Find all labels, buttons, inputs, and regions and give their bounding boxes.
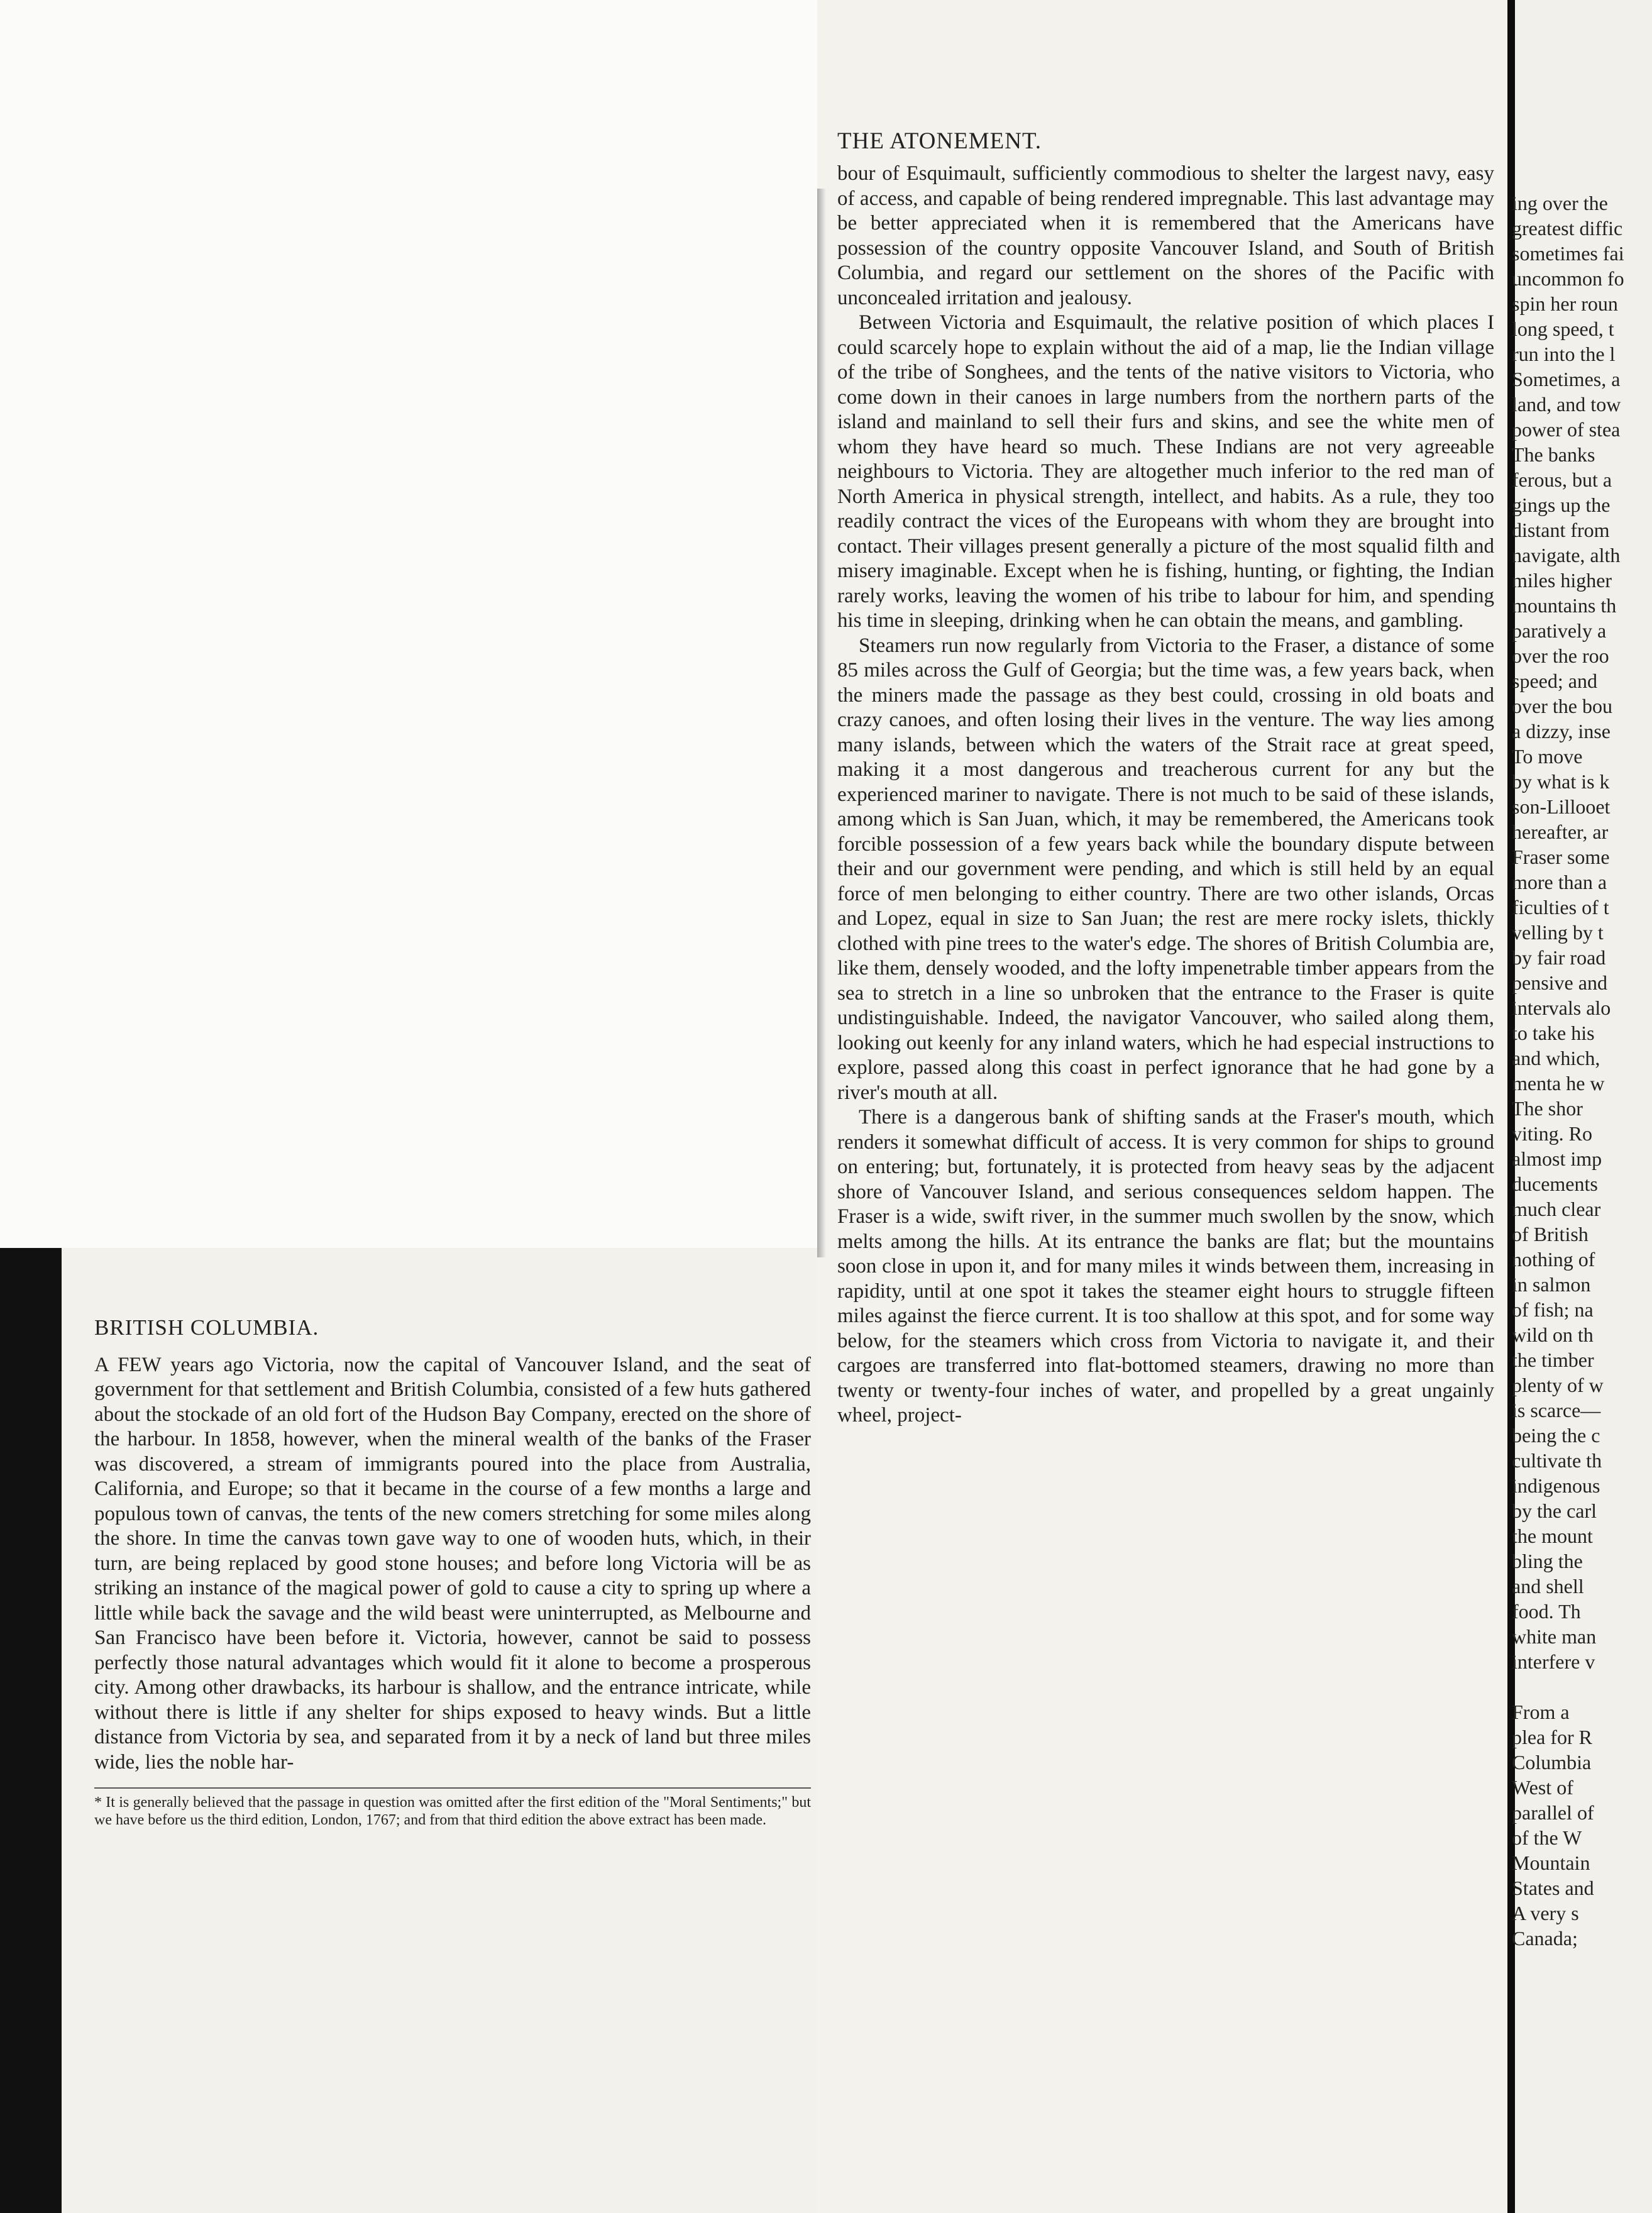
text-line: cultivate th — [1512, 1449, 1602, 1472]
text-line: by the carl — [1512, 1499, 1597, 1522]
paragraph: A FEW years ago Victoria, now the capital of Vancouver Island, and the seat of government for that settlement and British Columbia, consisted of a few huts gathered about the stockade of an old fort of the Hudson Bay Company, erected on the shore of the harbour. In 1858, however, when the mineral wealth of the banks of the Fraser was discovered, a stream of immigrants poured into the place from Australia, California, and Europe; so that it became in the course of a few months a large and populous town of canvas, the tents of the new comers stretching for some miles along the shore. In time the canvas town gave way to one of wooden huts, which, in their turn, are being replaced by good stone houses; and before long Victoria will be as striking an instance of the magical power of gold to cause a city to spring up where a little while back the savage and the wild beast were uninterrupted, as Melbourne and San Francisco have been before it. Victoria, however, cannot be said to possess perfectly those natural advantages which would fit it alone to become a prosperous city. Among other drawbacks, its harbour is shallow, and the entrance intricate, while without there is little if any shelter for ships exposed to heavy winds. But a little distance from Victoria by sea, and separated from it by a neck of land but three miles wide, lies the noble har- — [94, 1353, 811, 1774]
text-line: Columbia — [1512, 1751, 1592, 1774]
text-line: land, and tow — [1512, 393, 1621, 416]
text-line: power of stea — [1512, 418, 1621, 441]
text-line: velling by t — [1512, 921, 1604, 944]
text-line: navigate, alth — [1512, 544, 1621, 566]
text-line: Sometimes, a — [1512, 368, 1621, 390]
text-line: and shell — [1512, 1575, 1584, 1598]
text-line: ducements — [1512, 1173, 1598, 1195]
text-line: nothing of — [1512, 1248, 1595, 1271]
text-line: mountains th — [1512, 594, 1617, 617]
text-line: a dizzy, inse — [1512, 720, 1611, 742]
text-line: to take his — [1512, 1022, 1595, 1044]
text-line: ficulties of t — [1512, 896, 1609, 919]
text-line: hereafter, ar — [1512, 820, 1609, 843]
text-line: States and — [1512, 1877, 1594, 1899]
text-line: the timber — [1512, 1349, 1594, 1371]
text-line: spin her roun — [1512, 292, 1618, 315]
text-line: Canada; — [1512, 1927, 1578, 1950]
text-line: by what is k — [1512, 770, 1610, 793]
text-line: sometimes fai — [1512, 242, 1624, 265]
running-head-title: THE ATONEMENT. — [837, 128, 1042, 154]
text-line: food. Th — [1512, 1600, 1581, 1623]
text-line: The shor — [1512, 1097, 1583, 1120]
text-line: bling the — [1512, 1550, 1583, 1572]
paragraph: Steamers run now regularly from Victoria to the Fraser, a distance of some 85 miles across the Gulf of Georgia; but the time was, a few years back, when the miners made the passage as they best could, crossing in old boats and crazy canoes, and often losing their lives in the venture. The way lies among many islands, between which the waters of the Strait race at great speed, making it a most dangerous and treacherous current for any but the experienced mariner to navigate. There is not much to be said of these islands, among which is San Juan, which, it may be remembered, the Americans took forcible possession of a few years back while the boundary dispute between their and our government were pending, and which is still held by an equal force of men belonging to either country. There are two other islands, Orcas and Lopez, equal in size to San Juan; the rest are mere rocky islets, thickly clothed with pine trees to the water's edge. The shores of British Columbia are, like them, densely wooded, and the lofty impenetrable timber appears from the sea to stretch in a line so unbroken that the entrance to the Fraser is quite undistinguishable. Indeed, the navigator Vancouver, who sailed along them, looking out keenly for any inland waters, which he had especial instructions to explore, passed along this coast in perfect ignorance that he had gone by a river's mouth at all. — [837, 634, 1494, 1104]
text-line: more than a — [1512, 871, 1607, 893]
text-line: over the roo — [1512, 644, 1609, 667]
text-line: West of — [1512, 1776, 1573, 1799]
text-line: of fish; na — [1512, 1298, 1594, 1321]
text-line: parallel of — [1512, 1801, 1594, 1824]
paragraph: Between Victoria and Esquimault, the relative position of which places I could scarcely hope to explain without the aid of a map, lie the Indian village of the tribe of Songhees, and the tents of the native visitors to Victoria, who come down in their canoes in large numbers from the northern parts of the island and mainland to sell their furs and skins, and see the white men of whom they have heard so much. These Indians are not very agreeable neighbours to Victoria. They are altogether much inferior to the red man of North America in physical strength, intellect, and habits. As a rule, they too readily contract the vices of the Europeans with whom they are brought into contact. Their villages present generally a picture of the most squalid filth and misery imaginable. Except when he is fishing, hunting, or fighting, the Indian rarely works, leaving the women of his tribe to labour for him, and spending his time in sleeping, drinking when he can obtain the means, and gambling. — [837, 311, 1494, 632]
text-line: viting. Ro — [1512, 1122, 1593, 1145]
text-line: of the W — [1512, 1826, 1582, 1849]
text-line: speed; and — [1512, 670, 1597, 692]
text-line: paratively a — [1512, 619, 1607, 642]
text-line: indigenous — [1512, 1474, 1600, 1497]
text-line: run into the l — [1512, 343, 1616, 365]
text-line: is scarce— — [1512, 1399, 1601, 1421]
text-line: Fraser some — [1512, 846, 1610, 868]
left-column — [94, 1315, 811, 1829]
text-line: uncommon fo — [1512, 267, 1624, 290]
text-line: intervals alo — [1512, 996, 1611, 1019]
text-line: The banks — [1512, 443, 1595, 466]
text-line: plea for R — [1512, 1726, 1592, 1748]
text-line: menta he w — [1512, 1072, 1605, 1095]
text-line: in salmon — [1512, 1273, 1591, 1296]
text-line: interfere v — [1512, 1650, 1595, 1673]
text-line: son-Lillooet — [1512, 795, 1611, 818]
text-line: by fair road — [1512, 946, 1606, 969]
text-line: being the c — [1512, 1424, 1600, 1447]
text-line: white man — [1512, 1625, 1597, 1648]
text-line: To move — [1512, 745, 1583, 768]
paragraph: There is a dangerous bank of shifting sands at the Fraser's mouth, which renders it somewhat difficult of access. It is very common for ships to ground on entering; but, fortunately, it is protected from heavy seas by the adjacent shore of Vancouver Island, and serious consequences seldom happen. The Fraser is a wide, swift river, in the summer much swollen by the snow, which melts among the hills. At its entrance the banks are flat; but the mountains soon close in upon it, and for many miles it winds between them, increasing in rapidity, until at one spot it takes the steamer eight hours to struggle fifteen miles against the fierce current. It is too shallow at this spot, and for some way below, for the steamers which cross from Victoria to navigate it, and their cargoes are transferred into flat-bottomed steamers, drawing no more than twenty or twenty-four inches of water, and propelled by a great ungainly wheel, project- — [837, 1106, 1494, 1427]
text-line: gings up the — [1512, 494, 1611, 516]
text-line: the mount — [1512, 1525, 1593, 1547]
text-line: A very s — [1512, 1902, 1579, 1924]
text-line: almost imp — [1512, 1147, 1602, 1170]
text-line: much clear — [1512, 1198, 1601, 1220]
text-line: From a — [1512, 1701, 1570, 1723]
article-title: BRITISH COLUMBIA. — [94, 1315, 319, 1340]
text-line: plenty of w — [1512, 1374, 1604, 1396]
text-line: distant from — [1512, 519, 1610, 541]
fold-shadow — [817, 189, 826, 1257]
text-line: wild on th — [1512, 1323, 1594, 1346]
blank-overlay-sheet — [0, 0, 817, 1248]
text-line: greatest diffic — [1512, 217, 1623, 240]
text-line — [1512, 1674, 1652, 1699]
text-line: Mountain — [1512, 1852, 1590, 1874]
middle-column — [837, 128, 1494, 1428]
text-line: ferous, but a — [1512, 468, 1612, 491]
text-line: over the bou — [1512, 695, 1612, 717]
text-line: miles higher — [1512, 569, 1612, 592]
text-line: ing over the — [1512, 192, 1608, 214]
text-line: pensive and — [1512, 971, 1607, 994]
text-line: long speed, t — [1512, 317, 1614, 340]
text-line: of British — [1512, 1223, 1589, 1245]
paragraph: bour of Esquimault, sufficiently commodious to shelter the largest navy, easy of access, and capable of being rendered impregnable. This last advantage may be better appreciated when it is remembered that the Americans have possession of the country opposite Vancouver Island, and South of British Columbia, and regard our settlement on the shores of the Pacific with unconcealed irritation and jealousy. — [837, 162, 1494, 309]
right-column-fragment — [1512, 190, 1652, 1951]
text-line: and which, — [1512, 1047, 1600, 1069]
footnote: * It is generally believed that the passage in question was omitted after the first edition of the "Moral Sentiments;" but we have before us the third edition, London, 1767; and from that third edition the above extract has been made. — [94, 1787, 811, 1829]
